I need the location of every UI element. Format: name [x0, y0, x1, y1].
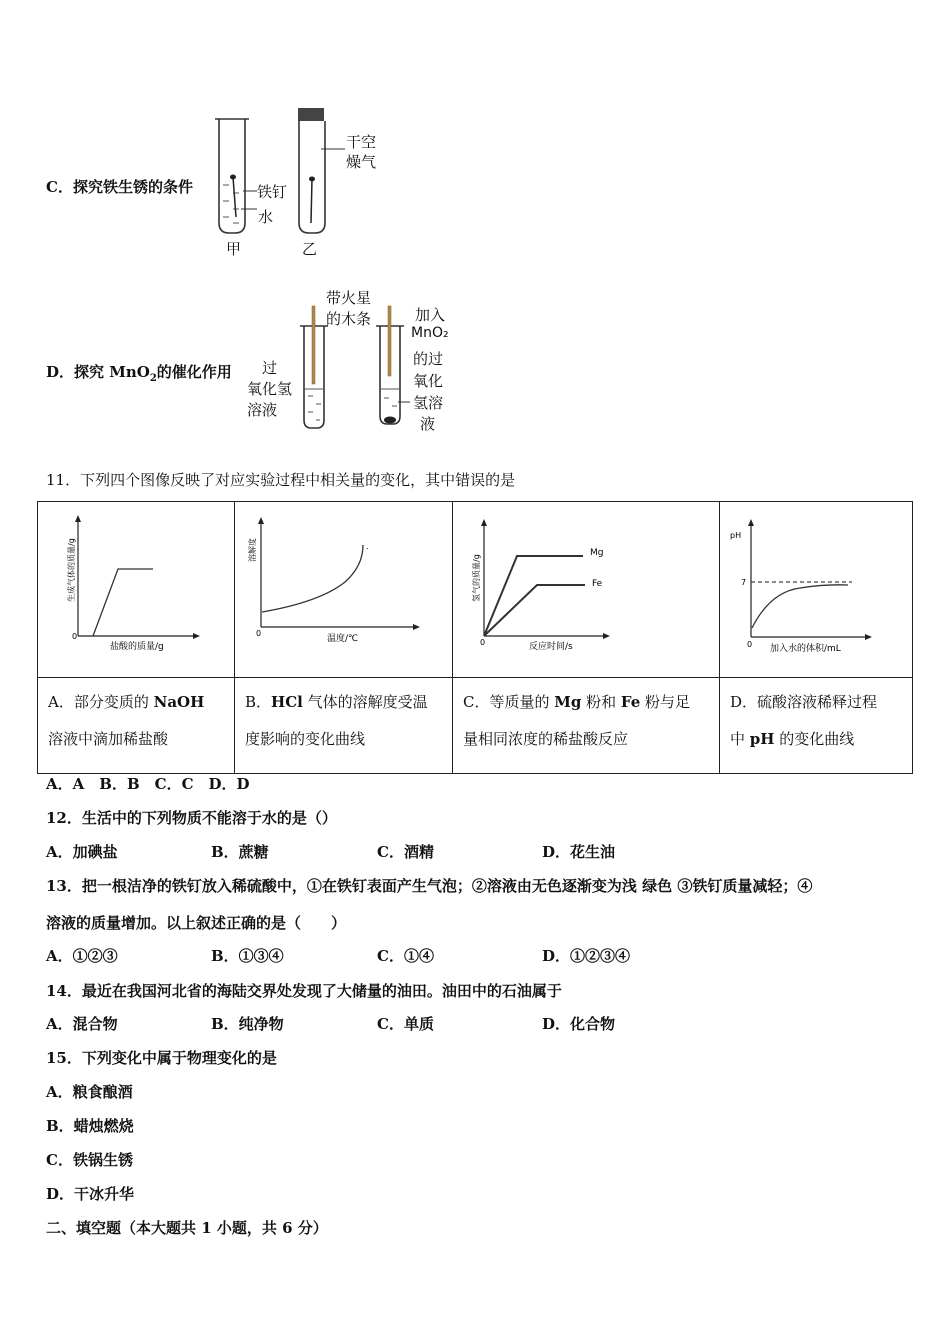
peroxide-label-1: 过 [262, 359, 278, 377]
q11-stem: 11．下列四个图像反映了对应实验过程中相关量的变化，其中错误的是 [46, 471, 516, 489]
tube-b-label: 乙 [302, 240, 318, 258]
q13-option-c: C．①④ [377, 947, 434, 965]
q13-option-b: B．①③④ [211, 947, 284, 965]
chart-d-cell [720, 502, 913, 678]
mno2-label-5: 氢溶 [413, 394, 444, 412]
chart-c-origin: 0 [480, 638, 486, 647]
q15-stem: 15．下列变化中属于物理变化的是 [46, 1049, 277, 1067]
stick-label-2: 的木条 [326, 310, 372, 328]
q13-option-d: D．①②③④ [542, 947, 631, 965]
chart-c-ylabel: 氢气的质量/g [472, 554, 481, 602]
chart-a-ylabel: 生成气体的质量/g [67, 538, 76, 602]
chart-b [235, 502, 452, 673]
chart-d [720, 502, 912, 673]
caption-a: A．部分变质的 NaOH 溶液中滴加稀盐酸 [38, 678, 235, 774]
chart-c [453, 502, 719, 673]
mno2-label-3: 的过 [413, 350, 444, 368]
chart-d-origin: 0 [747, 640, 753, 649]
mno2-label-6: 液 [420, 415, 436, 433]
stick-label-1: 带火星 [326, 289, 372, 307]
section-2-heading: 二、填空题（本大题共 1 小题，共 6 分） [46, 1219, 328, 1237]
q12-option-a: A．加碘盐 [46, 843, 118, 861]
chart-a-cell [38, 502, 235, 678]
chart-c-cell [453, 502, 720, 678]
q11-chart-table [37, 501, 913, 774]
q12-option-b: B．蔗糖 [211, 843, 269, 861]
q11-answers: A．A B．B C．C D．D [46, 775, 250, 793]
chart-d-seven: 7 [741, 578, 747, 587]
q14-option-d: D．化合物 [542, 1015, 616, 1033]
q15-option-b: B．蜡烛燃烧 [46, 1117, 134, 1135]
q13-option-a: A．①②③ [46, 947, 118, 965]
chart-b-ylabel: 溶解度 [248, 538, 257, 562]
q15-option-a: A．粮食酿酒 [46, 1083, 133, 1101]
q14-option-c: C．单质 [377, 1015, 434, 1033]
q12-option-d: D．花生油 [542, 843, 616, 861]
chart-c-xlabel: 反应时间/s [529, 642, 573, 652]
q12-stem: 12．生活中的下列物质不能溶于水的是（） [46, 809, 337, 827]
q14-option-b: B．纯净物 [211, 1015, 284, 1033]
chart-b-xlabel: 温度/℃ [327, 634, 359, 644]
q14-option-a: A．混合物 [46, 1015, 118, 1033]
q12-option-c: C．酒精 [377, 843, 434, 861]
q14-stem: 14．最近在我国河北省的海陆交界处发现了大储量的油田。油田中的石油属于 [46, 982, 562, 1000]
svg-text:.: . [366, 542, 369, 551]
chart-d-ylabel: pH [730, 531, 742, 540]
peroxide-label-2: 氧化氢 [247, 380, 293, 398]
option-d-label: D．探究 MnO$_2$的催化作用 [46, 363, 232, 384]
dry-air-label-2: 燥气 [346, 153, 377, 171]
option-c-label: C．探究铁生锈的条件 [46, 178, 193, 196]
tube-a-label: 甲 [226, 240, 242, 258]
chart-b-origin: 0 [256, 629, 262, 638]
chart-a-origin: 0 [72, 632, 78, 641]
mno2-label-4: 氧化 [413, 372, 444, 390]
caption-d: D．硫酸溶液稀释过程 中 pH 的变化曲线 [720, 678, 913, 774]
chart-a [38, 502, 234, 673]
chart-a-xlabel: 盐酸的质量/g [110, 642, 164, 652]
peroxide-label-3: 溶液 [247, 401, 278, 419]
mno2-label-1: 加入 [415, 306, 446, 324]
caption-b: B．HCl 气体的溶解度受温 度影响的变化曲线 [235, 678, 453, 774]
chart-c-mg: Mg [590, 548, 604, 558]
dry-air-label-1: 干空 [346, 133, 377, 151]
chart-b-cell [235, 502, 453, 678]
water-label: 水 [258, 208, 274, 226]
q13-stem-line2: 溶液的质量增加。以上叙述正确的是（ ） [46, 914, 347, 932]
nail-label: 铁钉 [257, 183, 288, 201]
q15-option-d: D．干冰升华 [46, 1185, 135, 1203]
q13-stem-line1: 13．把一根洁净的铁钉放入稀硫酸中，①在铁钉表面产生气泡；②溶液由无色逐渐变为浅 绿色 ③铁钉质量减轻；④ [46, 877, 813, 895]
mno2-label-2: MnO₂ [411, 325, 449, 341]
caption-c: C．等质量的 Mg 粉和 Fe 粉与足 量相同浓度的稀盐酸反应 [453, 678, 720, 774]
chart-c-fe: Fe [592, 579, 603, 589]
chart-d-xlabel: 加入水的体积/mL [770, 644, 841, 654]
q15-option-c: C．铁锅生锈 [46, 1151, 133, 1169]
